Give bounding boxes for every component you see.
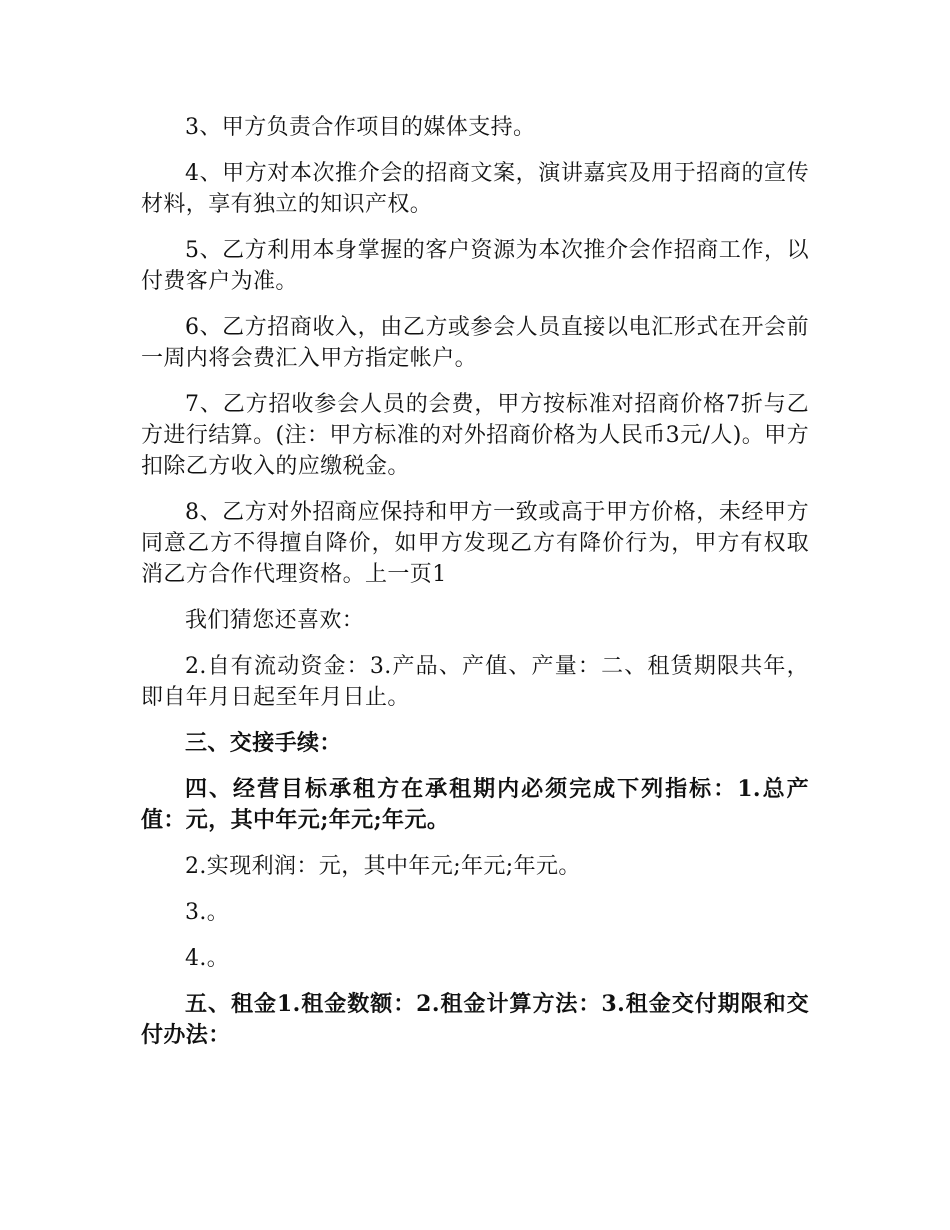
paragraph-clause-8: 8、乙方对外招商应保持和甲方一致或高于甲方价格，未经甲方同意乙方不得擅自降价，如甲方发现乙方有降价行为，甲方有权取消乙方合作代理资格。上一页1 (141, 500, 809, 587)
document-body (141, 112, 809, 1066)
paragraph-clause-3: 3、甲方负责合作项目的媒体支持。 (185, 115, 536, 140)
paragraph-item-4: 4.。 (185, 946, 230, 971)
paragraph-capital: 2.自有流动资金：3.产品、产值、产量：二、租赁期限共年，即自年月日起至年月日止。 (141, 654, 809, 710)
paragraph-clause-4: 4、甲方对本次推介会的招商文案，演讲嘉宾及用于招商的宣传材料，享有独立的知识产权。 (141, 161, 809, 217)
paragraph-clause-5: 5、乙方利用本身掌握的客户资源为本次推介会作招商工作，以付费客户为准。 (141, 238, 809, 294)
heading-targets: 四、经营目标承租方在承租期内必须完成下列指标：1.总产值：元，其中年元;年元;年元。 (141, 776, 809, 833)
paragraph-clause-6: 6、乙方招商收入，由乙方或参会人员直接以电汇形式在开会前一周内将会费汇入甲方指定帐户。 (141, 315, 809, 371)
paragraph-item-3: 3.。 (185, 900, 230, 925)
heading-rent: 五、租金1.租金数额：2.租金计算方法：3.租金交付期限和交付办法： (141, 991, 809, 1048)
paragraph-profit: 2.实现利润：元，其中年元;年元;年元。 (185, 854, 581, 879)
heading-handover: 三、交接手续： (185, 730, 342, 756)
paragraph-clause-7: 7、乙方招收参会人员的会费，甲方按标准对招商价格7折与乙方进行结算。(注：甲方标准的对外招商价格为人民币3元/人)。甲方扣除乙方收入的应缴税金。 (141, 392, 809, 479)
paragraph-recommend: 我们猜您还喜欢： (185, 608, 365, 633)
